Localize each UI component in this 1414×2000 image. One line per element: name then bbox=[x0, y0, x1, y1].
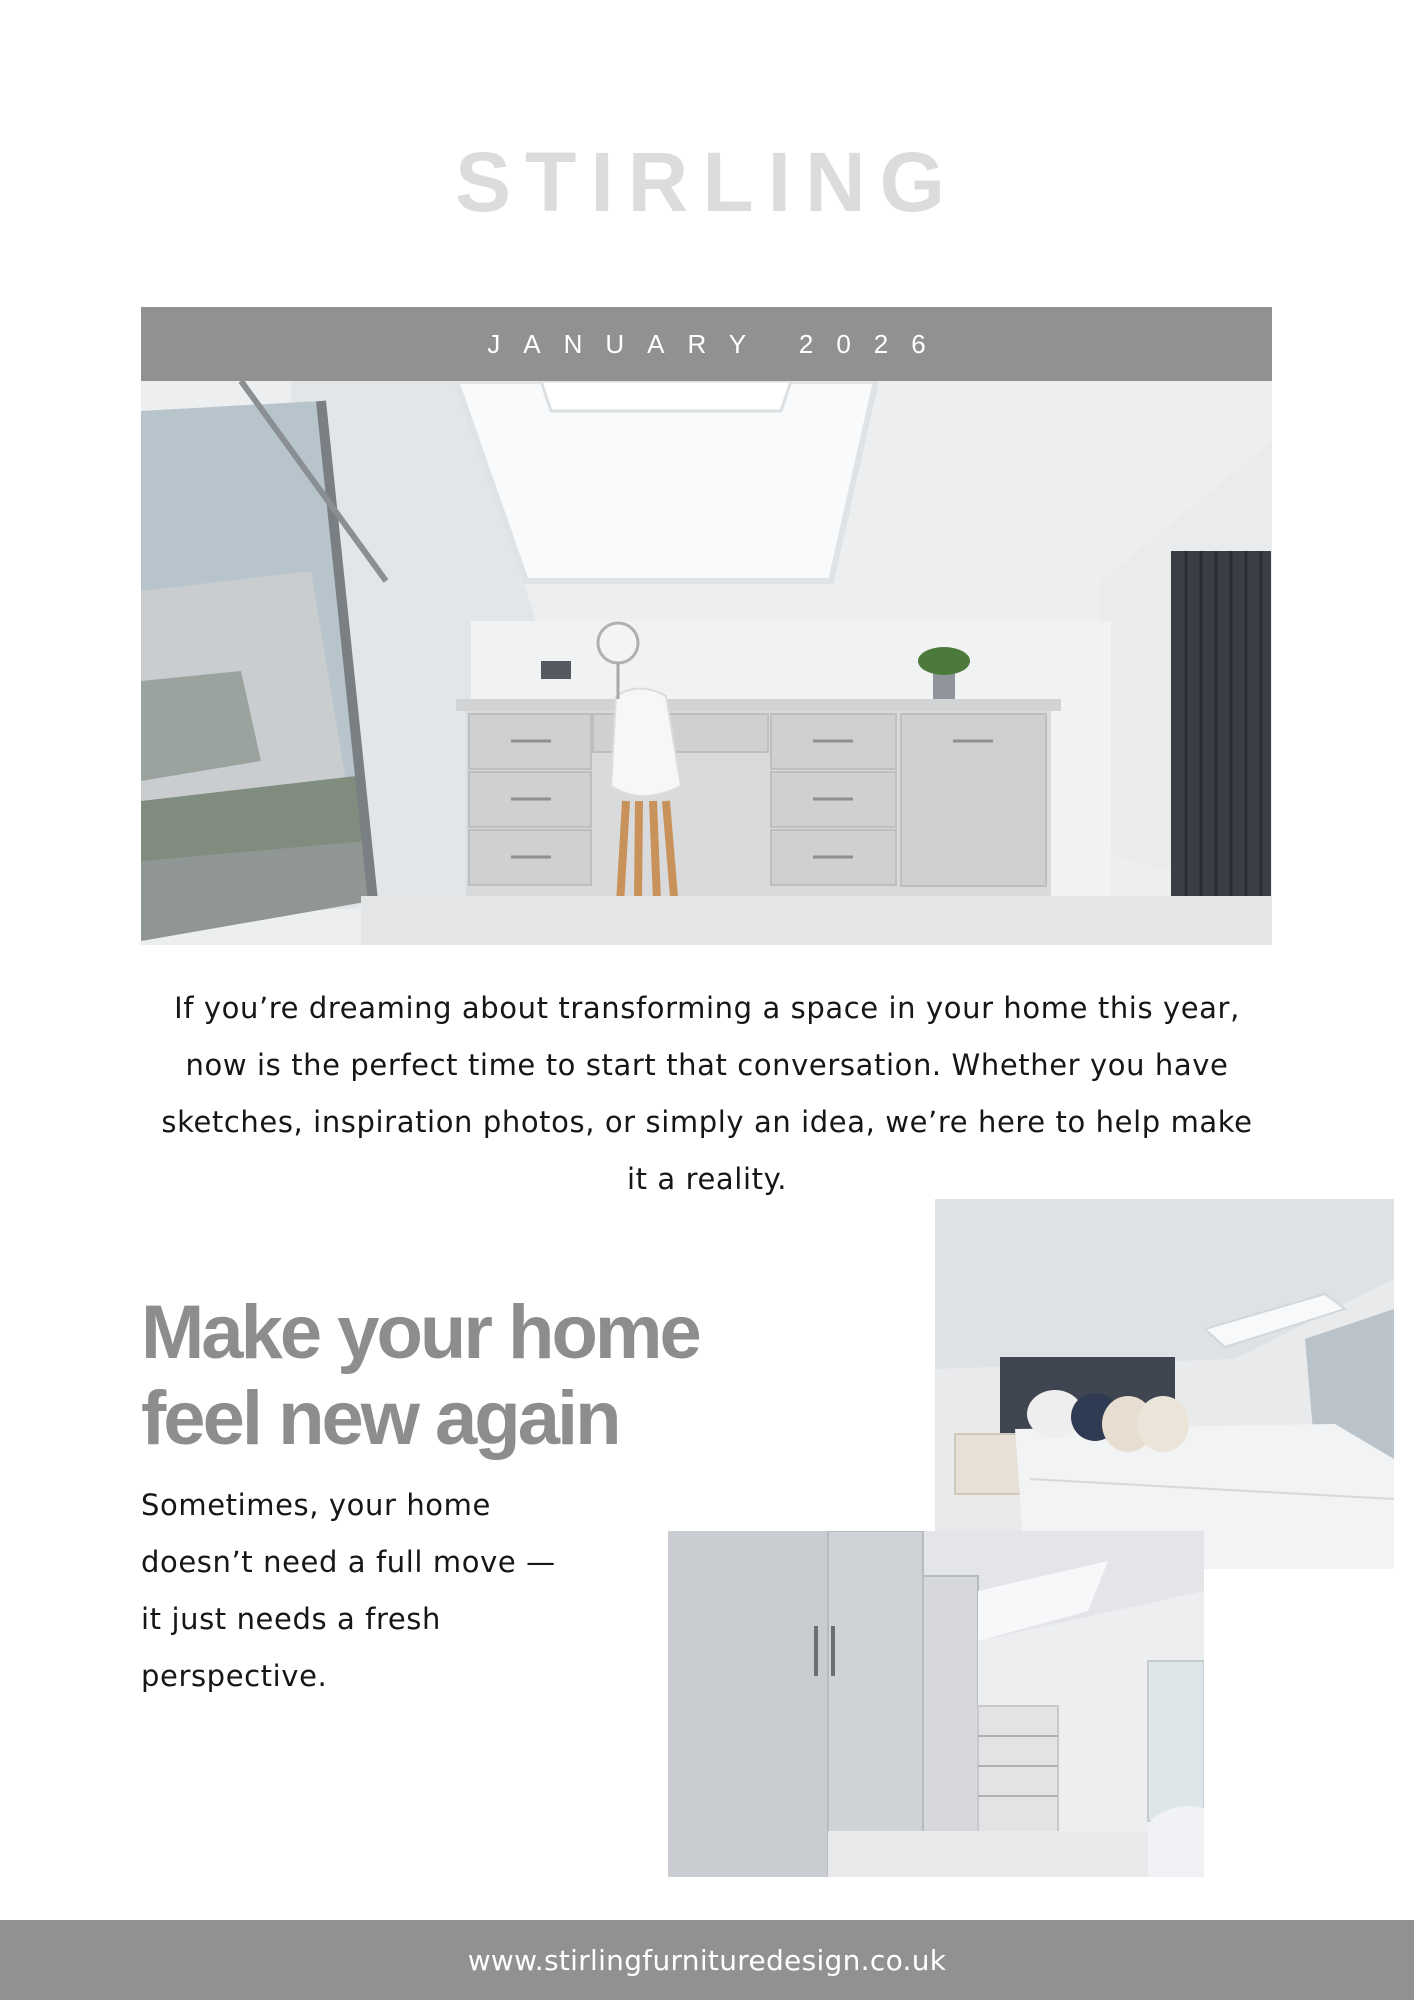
feature-body-line: doesn’t need a full move — bbox=[141, 1545, 556, 1579]
brand-logo: STIRLING bbox=[455, 135, 959, 229]
footer-bar bbox=[0, 1920, 1414, 2000]
bedroom-photo bbox=[935, 1199, 1394, 1569]
hero-photo-attic-vanity bbox=[141, 381, 1272, 945]
date-banner bbox=[141, 307, 1272, 381]
website-link[interactable]: www.stirlingfurnituredesign.co.uk bbox=[467, 1943, 947, 1977]
wardrobe-photo bbox=[668, 1531, 1204, 1877]
feature-body bbox=[141, 1477, 621, 1705]
feature-headline: Make your home feel new again bbox=[141, 1290, 699, 1461]
feature-body-line: Sometimes, your home bbox=[141, 1488, 491, 1522]
feature-body-line: it just needs a fresh bbox=[141, 1602, 441, 1636]
intro-paragraph: If you’re dreaming about transforming a space in your home this year, now is the perfect time to start that conversation. Whether you have sketches, inspiration photos, or simply an idea, we’re here to help make it a reality. bbox=[161, 991, 1253, 1196]
issue-date: JANUARY 2026 bbox=[487, 328, 949, 359]
feature-body-line: perspective. bbox=[141, 1659, 328, 1693]
